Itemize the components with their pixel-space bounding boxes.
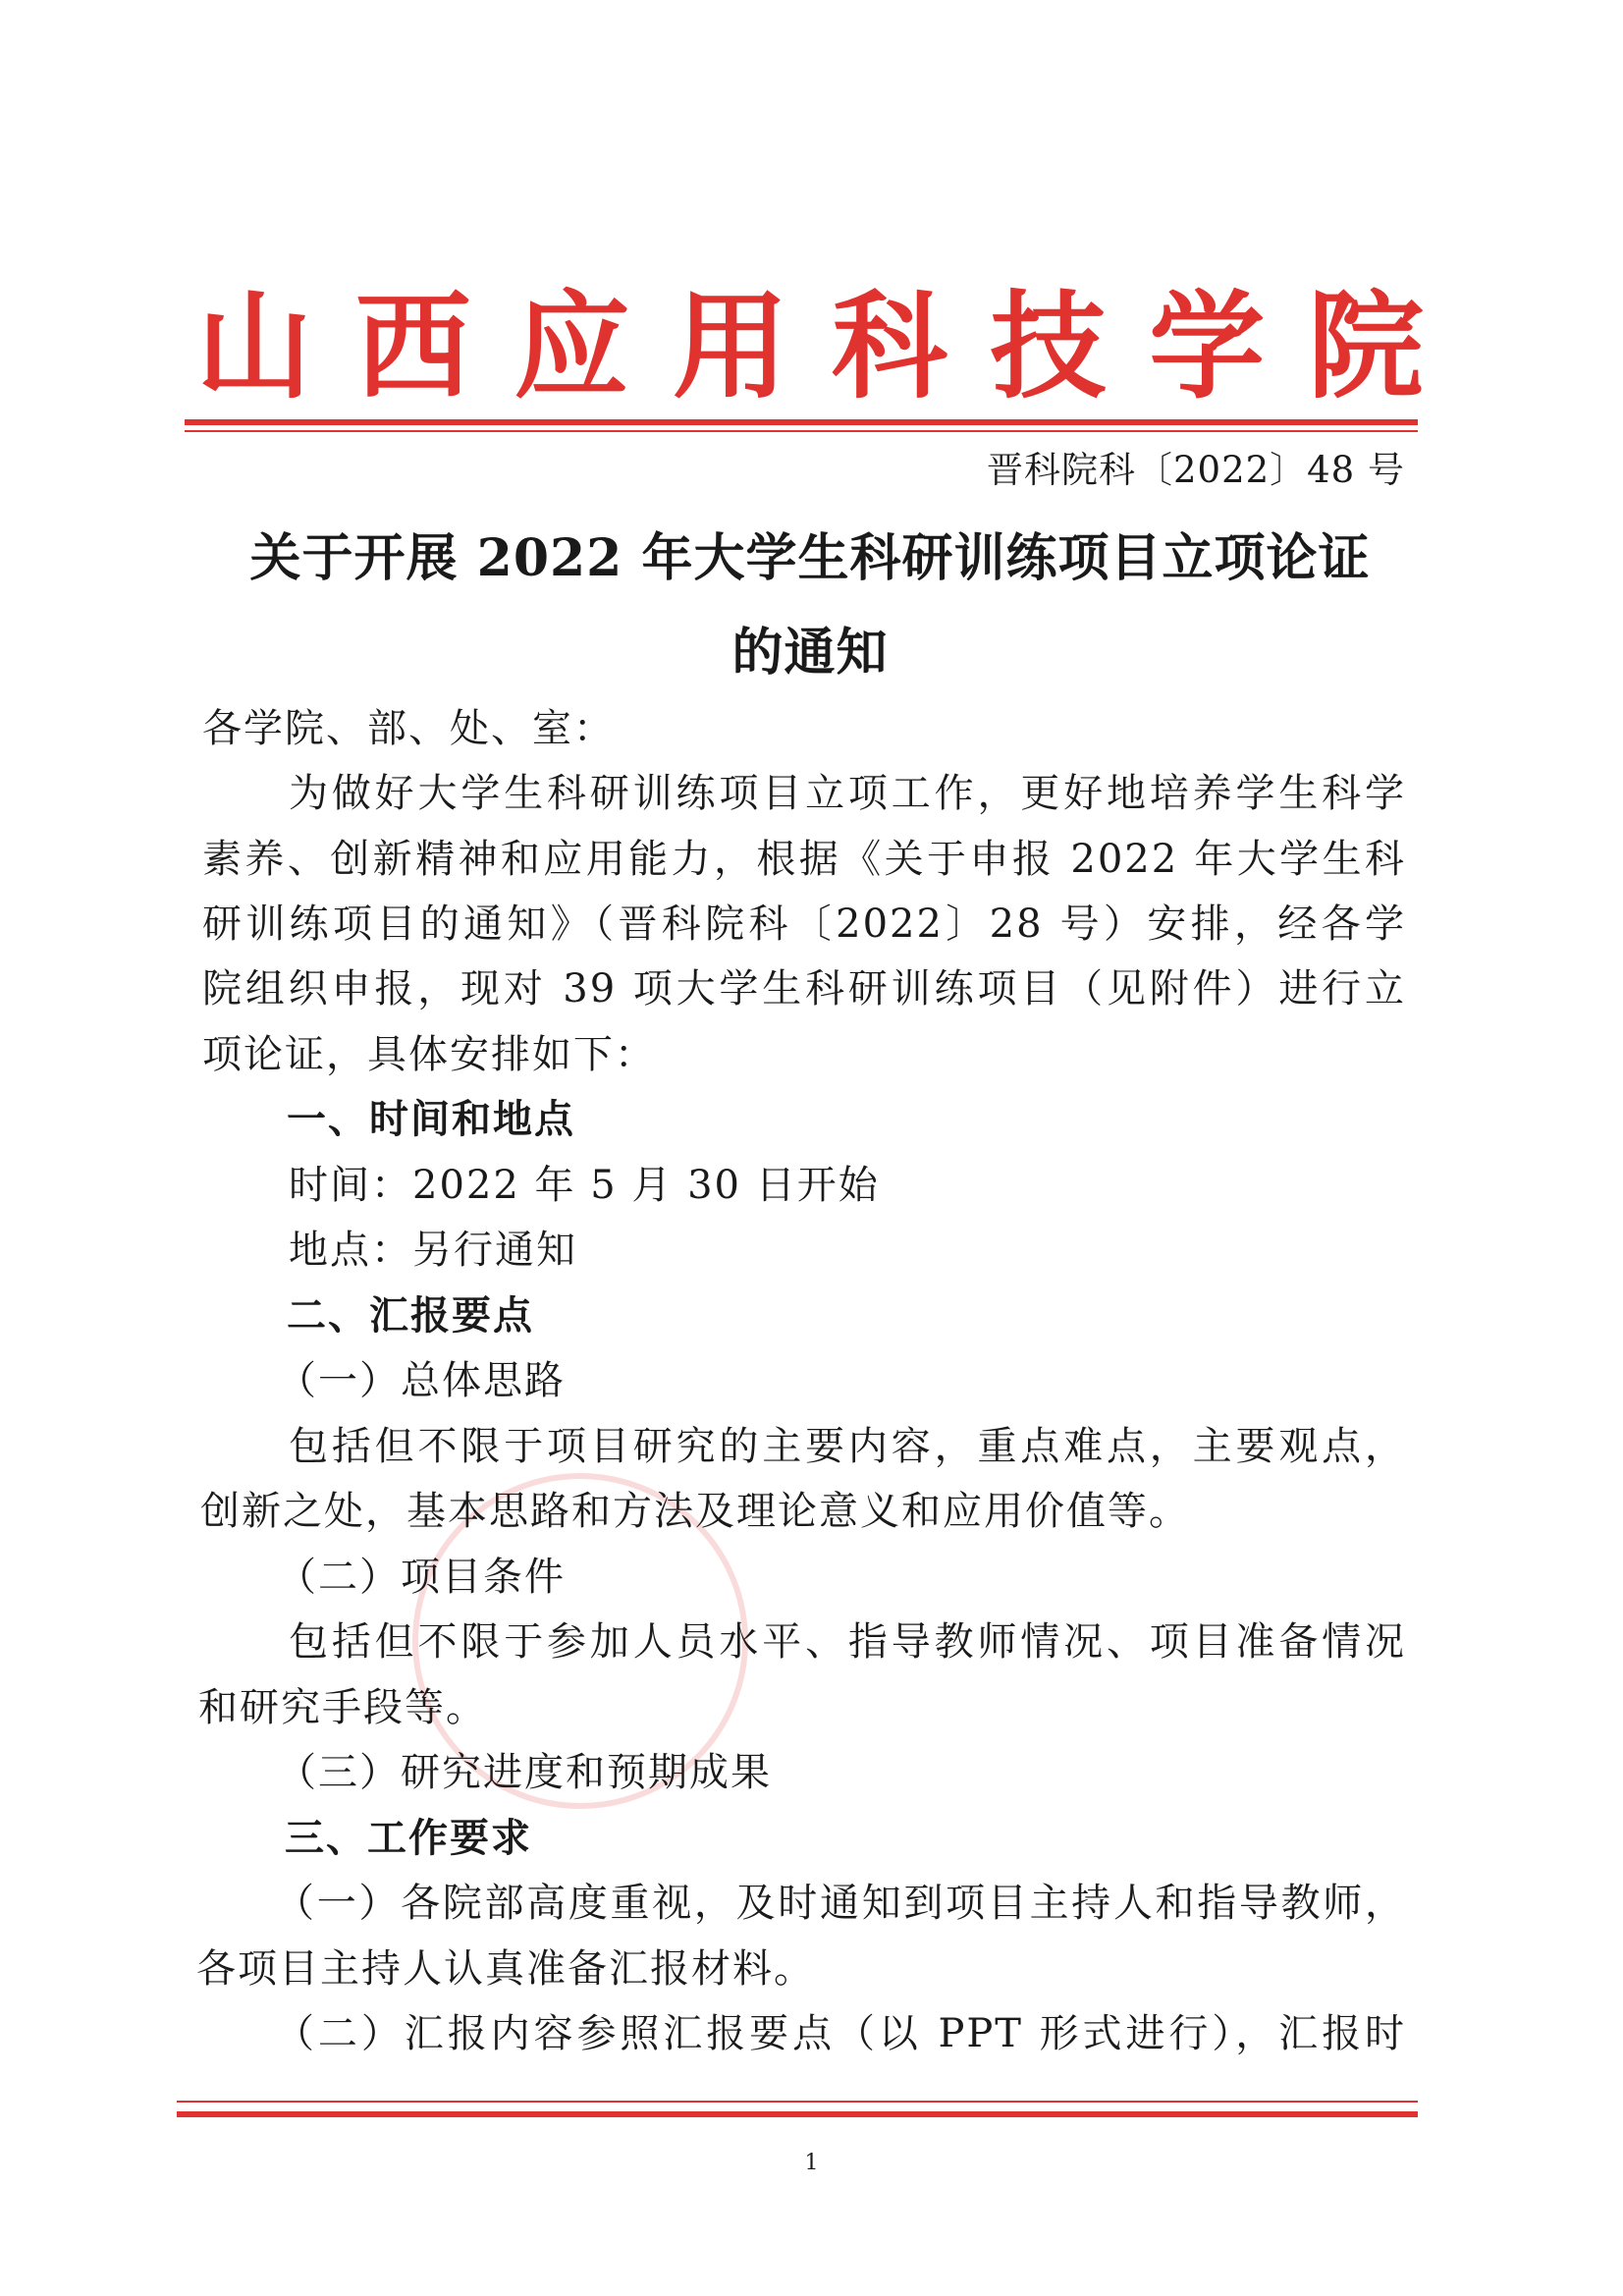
institution-char: 应 <box>514 278 630 414</box>
requirement-text: 各项目主持人认真准备汇报材料。 <box>196 1946 815 1992</box>
institution-char: 山 <box>196 278 313 414</box>
requirement-text: （一）各院部高度重视，及时通知到项目主持人和指导教师， <box>275 1881 1406 1926</box>
institution-char: 技 <box>990 278 1107 414</box>
intro-line: 院组织申报，现对 39 项大学生科研训练项目（见附件）进行立 <box>202 966 1406 1011</box>
institution-char: 科 <box>831 278 947 414</box>
institution-char: 院 <box>1307 278 1424 414</box>
document-number: 晋科院科〔2022〕48 号 <box>986 449 1405 491</box>
subsection-text: 包括但不限于参加人员水平、指导教师情况、项目准备情况 <box>289 1619 1406 1665</box>
subsection-heading: （三）研究进度和预期成果 <box>277 1750 772 1795</box>
header-rule-thick <box>185 419 1418 425</box>
section-heading: 一、时间和地点 <box>287 1097 575 1142</box>
footer-rule-thick <box>177 2111 1418 2117</box>
intro-line: 研训练项目的通知》（晋科院科〔2022〕28 号）安排，经各学 <box>202 902 1406 947</box>
section-heading: 二、汇报要点 <box>287 1293 534 1339</box>
requirement-text: （二）汇报内容参照汇报要点（以 PPT 形式进行），汇报时 <box>275 2011 1406 2056</box>
subsection-text: 创新之处，基本思路和方法及理论意义和应用价值等。 <box>200 1489 1190 1534</box>
subsection-text: 和研究手段等。 <box>198 1685 487 1730</box>
footer-rule-thin <box>177 2101 1418 2103</box>
place-line: 地点：另行通知 <box>289 1228 577 1273</box>
institution-name <box>196 263 1424 414</box>
intro-line: 为做好大学生科研训练项目立项工作，更好地培养学生科学 <box>289 771 1406 816</box>
time-line: 时间：2022 年 5 月 30 日开始 <box>289 1163 880 1208</box>
header-rule-thin <box>185 430 1418 432</box>
institution-char: 学 <box>1149 278 1266 414</box>
section-heading: 三、工作要求 <box>285 1816 532 1861</box>
salutation: 各学院、部、处、室： <box>202 706 615 751</box>
subsection-heading: （二）项目条件 <box>277 1555 566 1600</box>
institution-char: 用 <box>673 278 789 414</box>
intro-line: 素养、创新精神和应用能力，根据《关于申报 2022 年大学生科 <box>202 837 1406 882</box>
document-title-line-1: 关于开展 2022 年大学生科研训练项目立项论证 <box>249 528 1371 588</box>
subsection-text: 包括但不限于项目研究的主要内容，重点难点，主要观点， <box>289 1424 1406 1469</box>
intro-line: 项论证，具体安排如下： <box>202 1032 656 1077</box>
subsection-heading: （一）总体思路 <box>277 1358 566 1403</box>
page-number: 1 <box>804 2151 819 2175</box>
document-title-line-2: 的通知 <box>731 623 889 683</box>
institution-char: 西 <box>354 278 471 414</box>
